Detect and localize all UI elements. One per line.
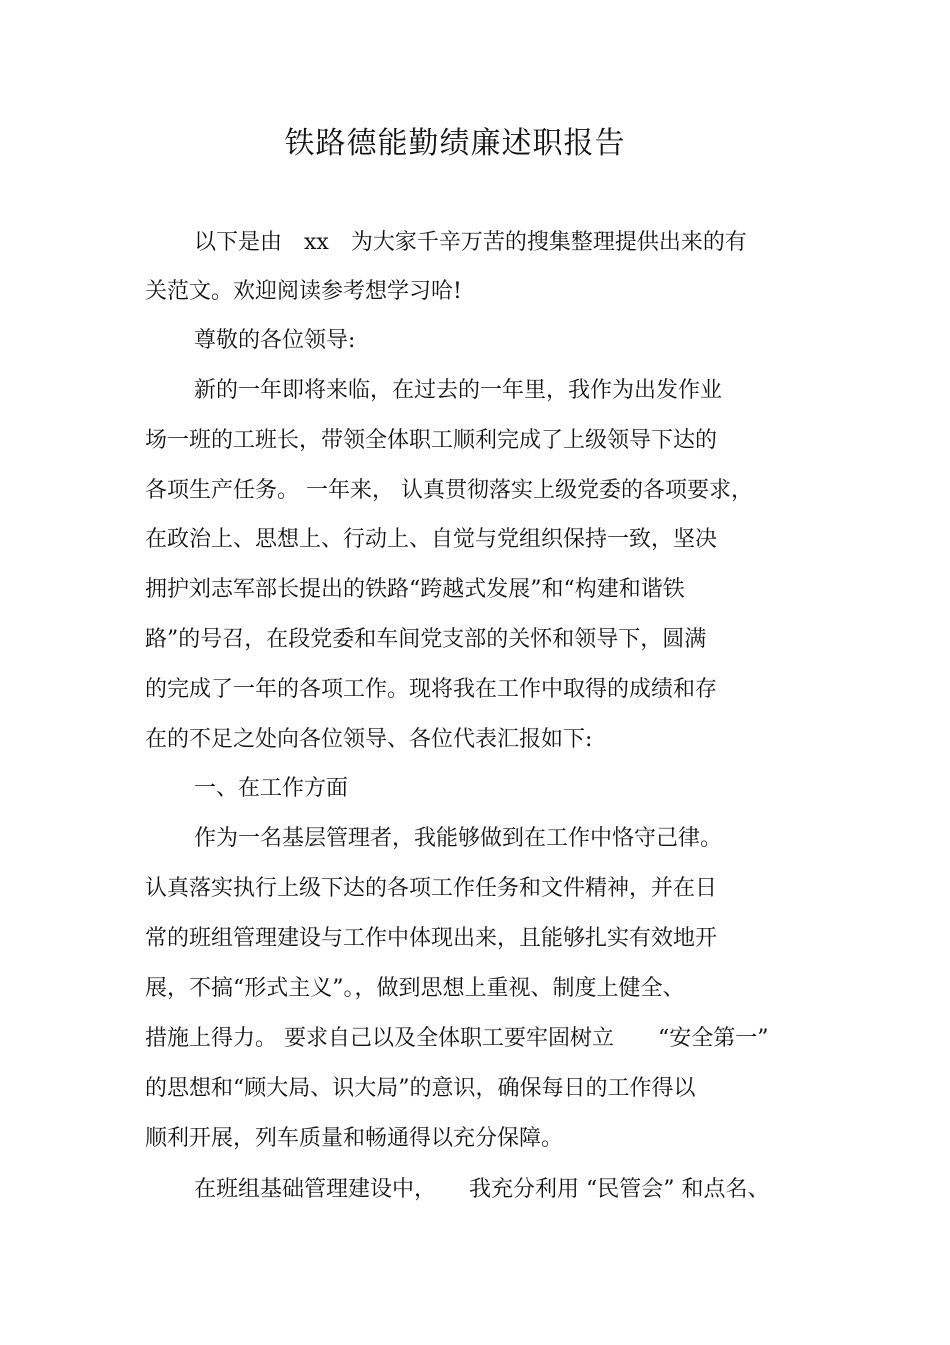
paragraph-line: 的完成了一年的各项工作。现将我在工作中取得的成绩和存: [145, 677, 718, 702]
paragraph-line: 顺利开展，列车质量和畅通得以充分保障。: [145, 1126, 564, 1151]
paragraph-line: 在的不足之处向各位领导、各位代表汇报如下:: [145, 727, 593, 752]
paragraph-line: 的思想和“顾大局、识大局”的意识，确保每日的工作得以: [145, 1076, 696, 1101]
document-title: 铁路德能勤绩廉述职报告: [284, 126, 626, 161]
paragraph-line: 展，不搞“形式主义”。，做到思想上重视、制度上健全、: [145, 976, 685, 1001]
paragraph-line: 关范文。欢迎阅读参考想学习哈!: [145, 279, 462, 304]
paragraph-line: 认真落实执行上级下达的各项工作任务和文件精神，并在日: [145, 876, 718, 901]
paragraph-line: 常的班组管理建设与工作中体现出来，且能够扎实有效地开: [145, 926, 718, 951]
paragraph-line: 路”的号召，在段党委和车间党支部的关怀和领导下，圆满: [145, 627, 707, 652]
section-heading: 一、在工作方面: [194, 776, 349, 801]
paragraph-line: 措施上得力。 要求自己以及全体职工要牢固树立 “安全第一”: [145, 1026, 769, 1051]
paragraph-line: 各项生产任务。 一年来， 认真贯彻落实上级党委的各项要求，: [145, 478, 753, 503]
paragraph-line: 场一班的工班长，带领全体职工顺利完成了上级领导下达的: [145, 428, 718, 453]
paragraph-line: 新的一年即将来临，在过去的一年里，我作为出发作业: [194, 378, 723, 403]
paragraph-line: 以下是由 xx 为大家千辛万苦的搜集整理提供出来的有: [194, 230, 747, 255]
paragraph-line: 在班组基础管理建设中， 我充分利用 “民管会” 和点名、: [194, 1177, 770, 1202]
paragraph-line: 在政治上、思想上、行动上、自觉与党组织保持一致，坚决: [145, 527, 718, 552]
salutation-line: 尊敬的各位领导:: [194, 328, 356, 353]
paragraph-line: 作为一名基层管理者，我能够做到在工作中恪守己律。: [194, 826, 723, 851]
paragraph-line: 拥护刘志军部长提出的铁路“跨越式发展”和“构建和谐铁: [145, 577, 685, 602]
